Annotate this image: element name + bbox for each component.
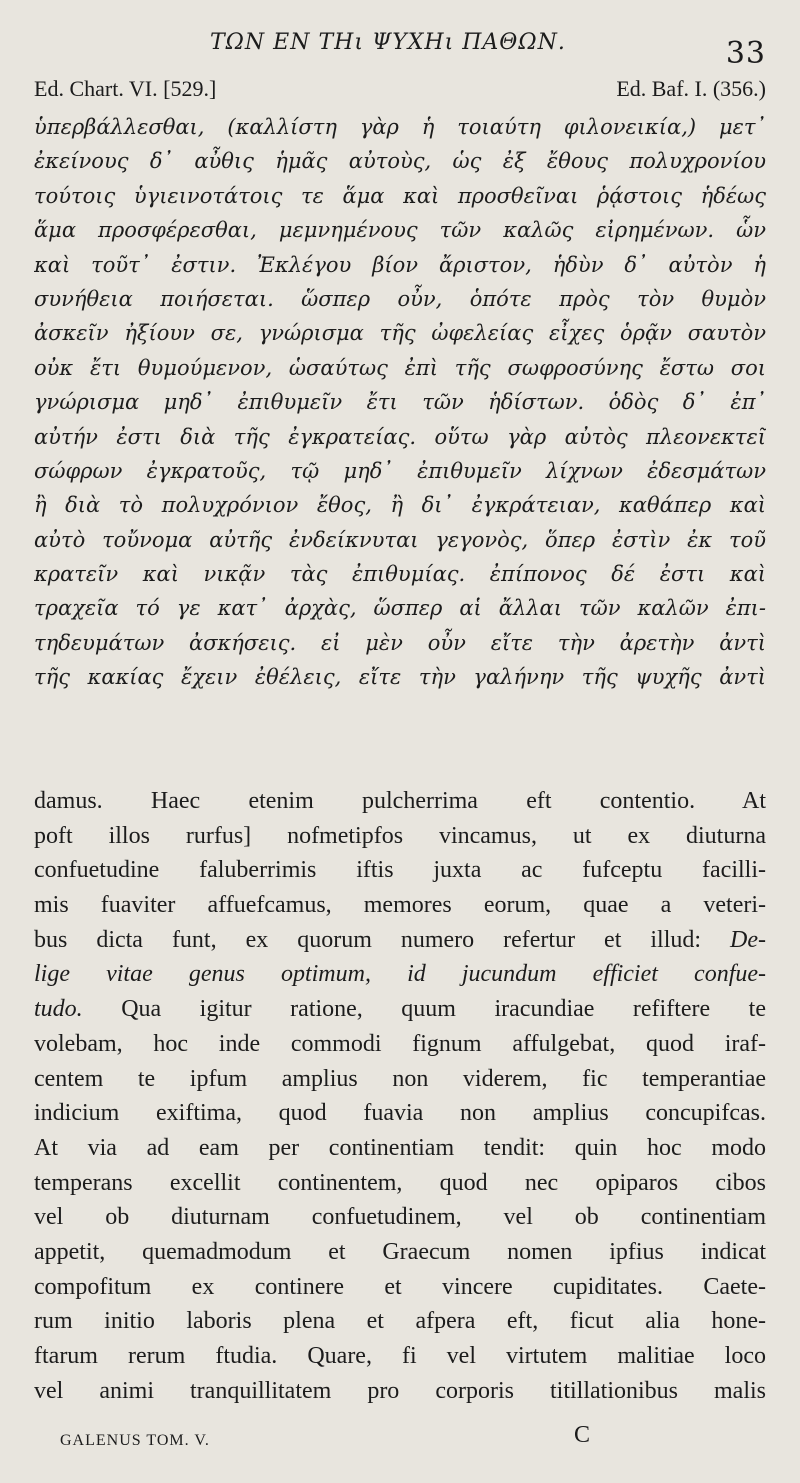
edition-reference-chartier: Ed. Chart. VI. [529.]	[34, 76, 217, 101]
latin-roman-segment: poft illos rurfus] nofmetipfos vincamus, ut ex diuturna	[34, 822, 766, 849]
latin-roman-segment: temperans excellit continentem, quod nec opiparos cibos	[34, 1169, 766, 1196]
latin-text-line	[34, 1304, 766, 1339]
greek-text-line: κρατεῖν καὶ νικᾷν τὰς ἐπιθυμίας. ἐπίπονος δέ ἐστι καὶ	[34, 562, 766, 587]
greek-text-line: καὶ τοῦτ᾽ ἐστιν. Ἐκλέγου βίον ἄριστον, ἡδὺν δ᾽ αὐτὸν ἡ	[34, 252, 766, 277]
latin-roman-segment: rum initio laboris plena et afpera eft, ficut alia hone-	[34, 1308, 766, 1335]
latin-roman-segment: mis fuaviter affuefcamus, memores eorum, quae a veteri-	[34, 892, 766, 919]
latin-roman-segment: Qua igitur ratione, quum iracundiae refiftere te	[121, 996, 766, 1023]
latin-text-line	[34, 1131, 766, 1166]
latin-roman-segment: compofitum ex continere et vincere cupiditates. Caete-	[34, 1273, 766, 1300]
running-title: ΤΩΝ ΕΝ ΤΗι ΨΥΧΗι ΠΑΘΩΝ.	[210, 30, 566, 55]
page-number: 33	[725, 36, 766, 71]
latin-text-line	[34, 1027, 766, 1062]
latin-text-line	[34, 1200, 766, 1235]
latin-roman-segment: volebam, hoc inde commodi fignum affulgebat, quod iraf-	[34, 1030, 766, 1057]
latin-text-line	[34, 1374, 766, 1409]
latin-text-line	[34, 1062, 766, 1097]
latin-text-block	[34, 784, 766, 1408]
latin-text-line	[34, 923, 766, 958]
latin-text-line	[34, 888, 766, 923]
greek-text-line: σώφρων ἐγκρατοῦς, τῷ μηδ᾽ ἐπιθυμεῖν λίχνων ἐδεσμάτων	[34, 458, 766, 483]
latin-roman-segment: appetit, quemadmodum et Graecum nomen ipfius indicat	[34, 1238, 766, 1265]
latin-text-line	[34, 853, 766, 888]
latin-text-line	[34, 784, 766, 819]
latin-italic-segment: De-	[730, 926, 766, 953]
latin-roman-segment: vel ob diuturnam confuetudinem, vel ob continentiam	[34, 1204, 766, 1231]
latin-roman-segment: centem te ipfum amplius non viderem, fic temperantiae	[34, 1065, 766, 1092]
latin-roman-segment: At via ad eam per continentiam tendit: quin hoc modo	[34, 1134, 766, 1161]
greek-text-line: οὐκ ἔτι θυμούμενον, ὡσαύτως ἐπὶ τῆς σωφροσύνης ἔστω σοι	[34, 355, 766, 380]
latin-text-line	[34, 1235, 766, 1270]
edition-reference-basel: Ed. Baf. I. (356.)	[616, 76, 766, 101]
latin-roman-segment: vel animi tranquillitatem pro corporis titillationibus malis	[34, 1377, 766, 1404]
latin-roman-segment: damus. Haec etenim pulcherrima eft contentio. At	[34, 788, 766, 814]
latin-text-line	[34, 957, 766, 992]
latin-roman-segment: bus dicta funt, ex quorum numero refertur et illud:	[34, 926, 702, 953]
latin-text-line	[34, 1166, 766, 1201]
greek-text-line: αὐτὸ τοὔνομα αὐτῆς ἐνδείκνυται γεγονὸς, ὅπερ ἐστὶν ἐκ τοῦ	[34, 527, 766, 552]
latin-italic-segment: lige vitae genus optimum, id jucundum efficiet confue-	[34, 961, 766, 988]
latin-text-line	[34, 1096, 766, 1131]
latin-text-line	[34, 819, 766, 854]
greek-text-line: ἅμα προσφέρεσθαι, μεμνημένους τῶν καλῶς εἰρημένων. ὧν	[34, 218, 766, 243]
greek-text-line: τῆς κακίας ἔχειν ἐθέλεις, εἴτε τὴν γαλήνην τῆς ψυχῆς ἀντὶ	[34, 665, 766, 690]
signature-mark: C	[573, 1422, 590, 1448]
greek-text-line: γνώρισμα μηδ᾽ ἐπιθυμεῖν ἔτι τῶν ἡδίστων. ὁδὸς δ᾽ ἐπ᾽	[34, 390, 766, 415]
latin-roman-segment: ftarum rerum ftudia. Quare, fi vel virtutem malitiae loco	[34, 1343, 766, 1369]
latin-text-line	[34, 992, 766, 1027]
greek-text-line: ὑπερβάλλεσθαι, (καλλίστη γὰρ ἡ τοιαύτη φιλονεικία,) μετ᾽	[34, 115, 766, 139]
greek-text-line: ἐκείνους δ᾽ αὖθις ἡμᾶς αὐτοὺς, ὡς ἐξ ἔθους πολυχρονίου	[34, 149, 766, 174]
latin-roman-segment: indicium exiftima, quod fuavia non amplius concupifcas.	[34, 1100, 766, 1127]
greek-text-line: ἀσκεῖν ἠξίουν σε, γνώρισμα τῆς ὠφελείας εἶχες ὁρᾷν σαυτὸν	[34, 321, 766, 346]
latin-text-line	[34, 1270, 766, 1305]
latin-text-line	[34, 1339, 766, 1374]
greek-text-line: τούτοις ὑγιεινοτάτοις τε ἅμα καὶ προσθεῖναι ῥᾴστοις ἡδέως	[34, 183, 766, 208]
latin-roman-segment: confuetudine faluberrimis iftis juxta ac fufceptu facilli-	[34, 857, 766, 884]
greek-text-line: τραχεῖα τό γε κατ᾽ ἀρχὰς, ὥσπερ αἱ ἄλλαι τῶν καλῶν ἐπι-	[34, 596, 766, 621]
greek-text-line: αὐτήν ἐστι διὰ τῆς ἐγκρατείας. οὕτω γὰρ αὐτὸς πλεονεκτεῖ	[34, 424, 766, 449]
footer-author: GALENUS TOM. V.	[60, 1432, 210, 1449]
greek-text-line: τηδευμάτων ἀσκήσεις. εἰ μὲν οὖν εἴτε τὴν ἀρετὴν ἀντὶ	[34, 630, 766, 655]
latin-italic-segment: tudo.	[34, 996, 83, 1023]
greek-text-line: συνήθεια ποιήσεται. ὥσπερ οὖν, ὁπότε πρὸς τὸν θυμὸν	[34, 286, 766, 311]
greek-text-line: ἢ διὰ τὸ πολυχρόνιον ἔθος, ἢ δι᾽ ἐγκράτειαν, καθάπερ καὶ	[34, 493, 766, 518]
greek-text-block	[34, 110, 766, 695]
